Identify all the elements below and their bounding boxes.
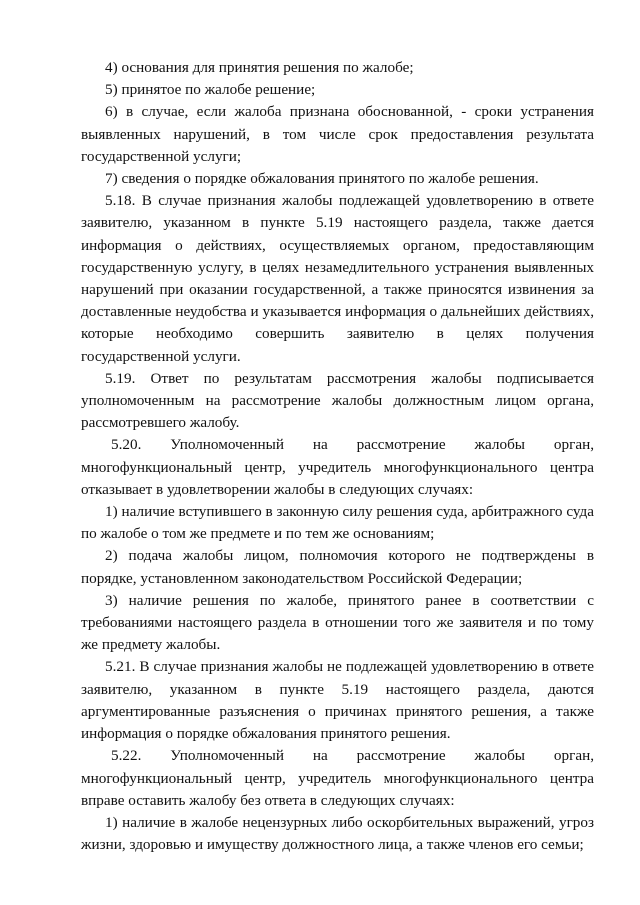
clause-5-20-item-2: 2) подача жалобы лицом, полномочия которого не подтверждены в порядке, установленном законодательством Российской Федерации; bbox=[81, 547, 594, 587]
document-page bbox=[81, 57, 594, 856]
list-item-7: 7) сведения о порядке обжалования принятого по жалобе решения. bbox=[105, 170, 539, 188]
list-item-4: 4) основания для принятия решения по жалобе; bbox=[105, 59, 414, 76]
list-item-5: 5) принятое по жалобе решение; bbox=[105, 81, 316, 99]
clause-5-20-item-3: 3) наличие решения по жалобе, принятого ранее в соответствии с требованиями настоящего раздела в отношении того же заявителя и по тому же предмету жалобы. bbox=[81, 591, 594, 654]
clause-5-20: 5.20. Уполномоченный на рассмотрение жалобы орган, многофункциональный центр, учредитель многофункционального центра отказывает в удовлетворении жалобы в следующих случаях: bbox=[81, 436, 594, 498]
list-item-6: 6) в случае, если жалоба признана обоснованной, - сроки устранения выявленных нарушений, в том числе срок предоставления результата государственной услуги; bbox=[81, 103, 594, 165]
clause-5-19: 5.19. Ответ по результатам рассмотрения жалобы подписывается уполномоченным на рассмотрение жалобы должностным лицом органа, рассмотревшего жалобу. bbox=[81, 369, 594, 432]
clause-5-22-item-1: 1) наличие в жалобе нецензурных либо оскорбительных выражений, угроз жизни, здоровью и имуществу должностного лица, а также членов его семьи; bbox=[81, 813, 594, 854]
clause-5-21: 5.21. В случае признания жалобы не подлежащей удовлетворению в ответе заявителю, указанном в пункте 5.19 настоящего раздела, даются аргументированные разъяснения о причинах принятого решения, а также информация о порядке обжалования принятого решения. bbox=[81, 658, 594, 743]
clause-5-18: 5.18. В случае признания жалобы подлежащей удовлетворению в ответе заявителю, указанном в пункте 5.19 настоящего раздела, также дается информация о действиях, осуществляемых органом, предоставляющим государственную услугу, в целях незамедлительного устранения выявленных нарушений при оказании государственной, а также приносятся извинения за доставленные неудобства и указывается информация о дальнейших действиях, которые необходимо совершить заявителю в целях получения государственной услуги. bbox=[81, 192, 594, 365]
clause-5-22: 5.22. Уполномоченный на рассмотрение жалобы орган, многофункциональный центр, учредитель многофункционального центра вправе оставить жалобу без ответа в следующих случаях: bbox=[81, 747, 594, 809]
clause-5-20-item-1: 1) наличие вступившего в законную силу решения суда, арбитражного суда по жалобе о том же предмете и по тем же основаниям; bbox=[81, 503, 594, 543]
